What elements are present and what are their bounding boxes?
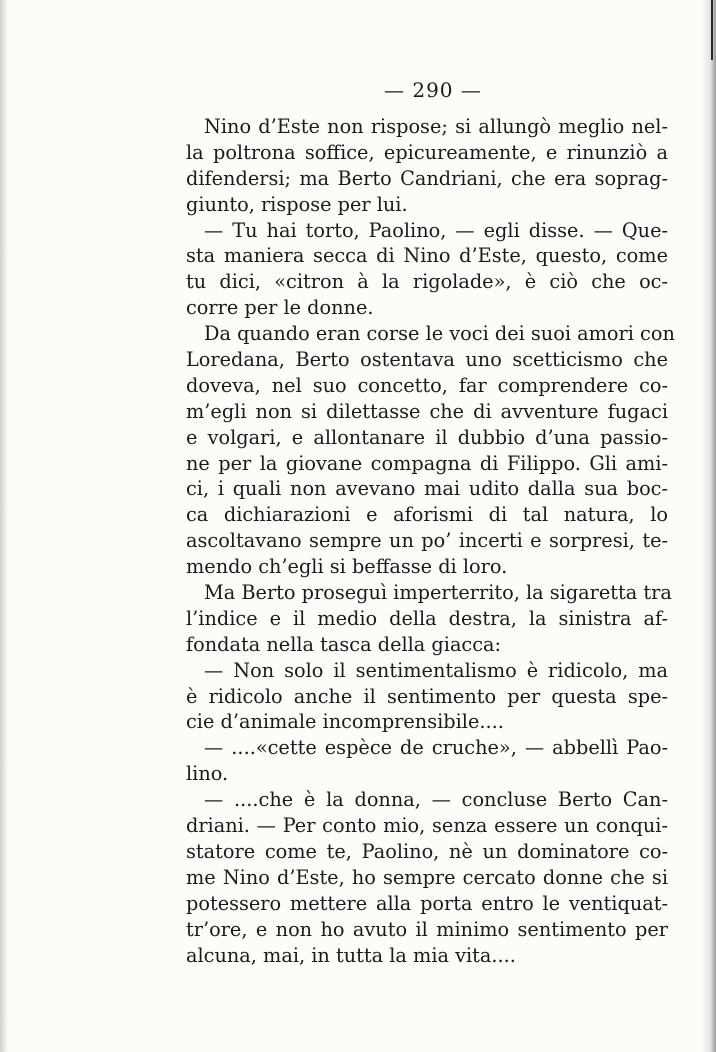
text-block xyxy=(186,114,675,968)
text-line: ascoltavano sempre un po’ incerti e sorpresi, te- xyxy=(186,529,668,553)
text-line: lino. xyxy=(186,762,229,786)
page-left-edge xyxy=(0,0,8,1052)
text-line: statore come te, Paolino, nè un dominatore co- xyxy=(186,839,668,863)
text-line: ca dichiarazioni e aforismi di tal natura, lo xyxy=(186,503,668,527)
text-line: fondata nella tasca della giacca: xyxy=(186,632,502,656)
text-line: sta maniera secca di Nino d’Este, questo, come xyxy=(186,244,668,268)
page-edge-mark xyxy=(711,0,713,60)
page-right-edge xyxy=(702,0,716,1052)
text-line: — ....«cette espèce de cruche», — abbellì Pao- xyxy=(204,736,668,760)
text-line: corre per le donne. xyxy=(186,296,374,320)
text-line: driani. — Per conto mio, senza essere un conqui- xyxy=(186,814,668,838)
text-line: e volgari, e allontanare il dubbio d’una passio- xyxy=(186,425,668,449)
text-line: cie d’animale incomprensibile.... xyxy=(186,710,504,734)
text-line: Nino d’Este non rispose; si allungò meglio nel- xyxy=(204,115,668,138)
text-line: tu dici, «citron à la rigolade», è ciò che oc- xyxy=(186,270,668,294)
text-line: — Tu hai torto, Paolino, — egli disse. — Que- xyxy=(204,218,668,242)
text-line: ci, i quali non avevano mai udito dalla sua boc- xyxy=(186,477,668,501)
text-line: — ....che è la donna, — concluse Berto Can- xyxy=(204,788,668,812)
text-line: è ridicolo anche il sentimento per questa spe- xyxy=(186,684,668,708)
text-line: me Nino d’Este, ho sempre cercato donne che si xyxy=(186,865,668,889)
text-line: alcuna, mai, in tutta la mia vita.... xyxy=(186,943,516,967)
text-line: Ma Berto proseguì imperterrito, la sigaretta tra xyxy=(204,581,672,605)
page-number: — 290 — xyxy=(384,78,482,102)
text-line: tr’ore, e non ho avuto il minimo sentimento per xyxy=(186,917,668,941)
text-line: difendersi; ma Berto Candriani, che era soprag- xyxy=(186,166,668,190)
text-line: giunto, rispose per lui. xyxy=(186,192,408,216)
text-line: mendo ch’egli si beffasse di loro. xyxy=(186,555,508,579)
text-line: potessero mettere alla porta entro le ventiquat- xyxy=(186,891,668,915)
text-line: doveva, nel suo concetto, far comprendere co- xyxy=(186,373,668,397)
text-line: — Non solo il sentimentalismo è ridicolo, ma xyxy=(204,658,668,682)
text-line: ne per la giovane compagna di Filippo. Gli ami- xyxy=(186,451,668,475)
text-line: m’egli non si dilettasse che di avventure fugaci xyxy=(186,399,668,423)
text-line: Da quando eran corse le voci dei suoi amori con xyxy=(204,322,675,346)
text-line: la poltrona soffice, epicureamente, e rinunziò a xyxy=(186,140,668,164)
text-line: Loredana, Berto ostentava uno scetticismo che xyxy=(186,348,668,372)
text-line: l’indice e il medio della destra, la sinistra af- xyxy=(186,606,668,630)
